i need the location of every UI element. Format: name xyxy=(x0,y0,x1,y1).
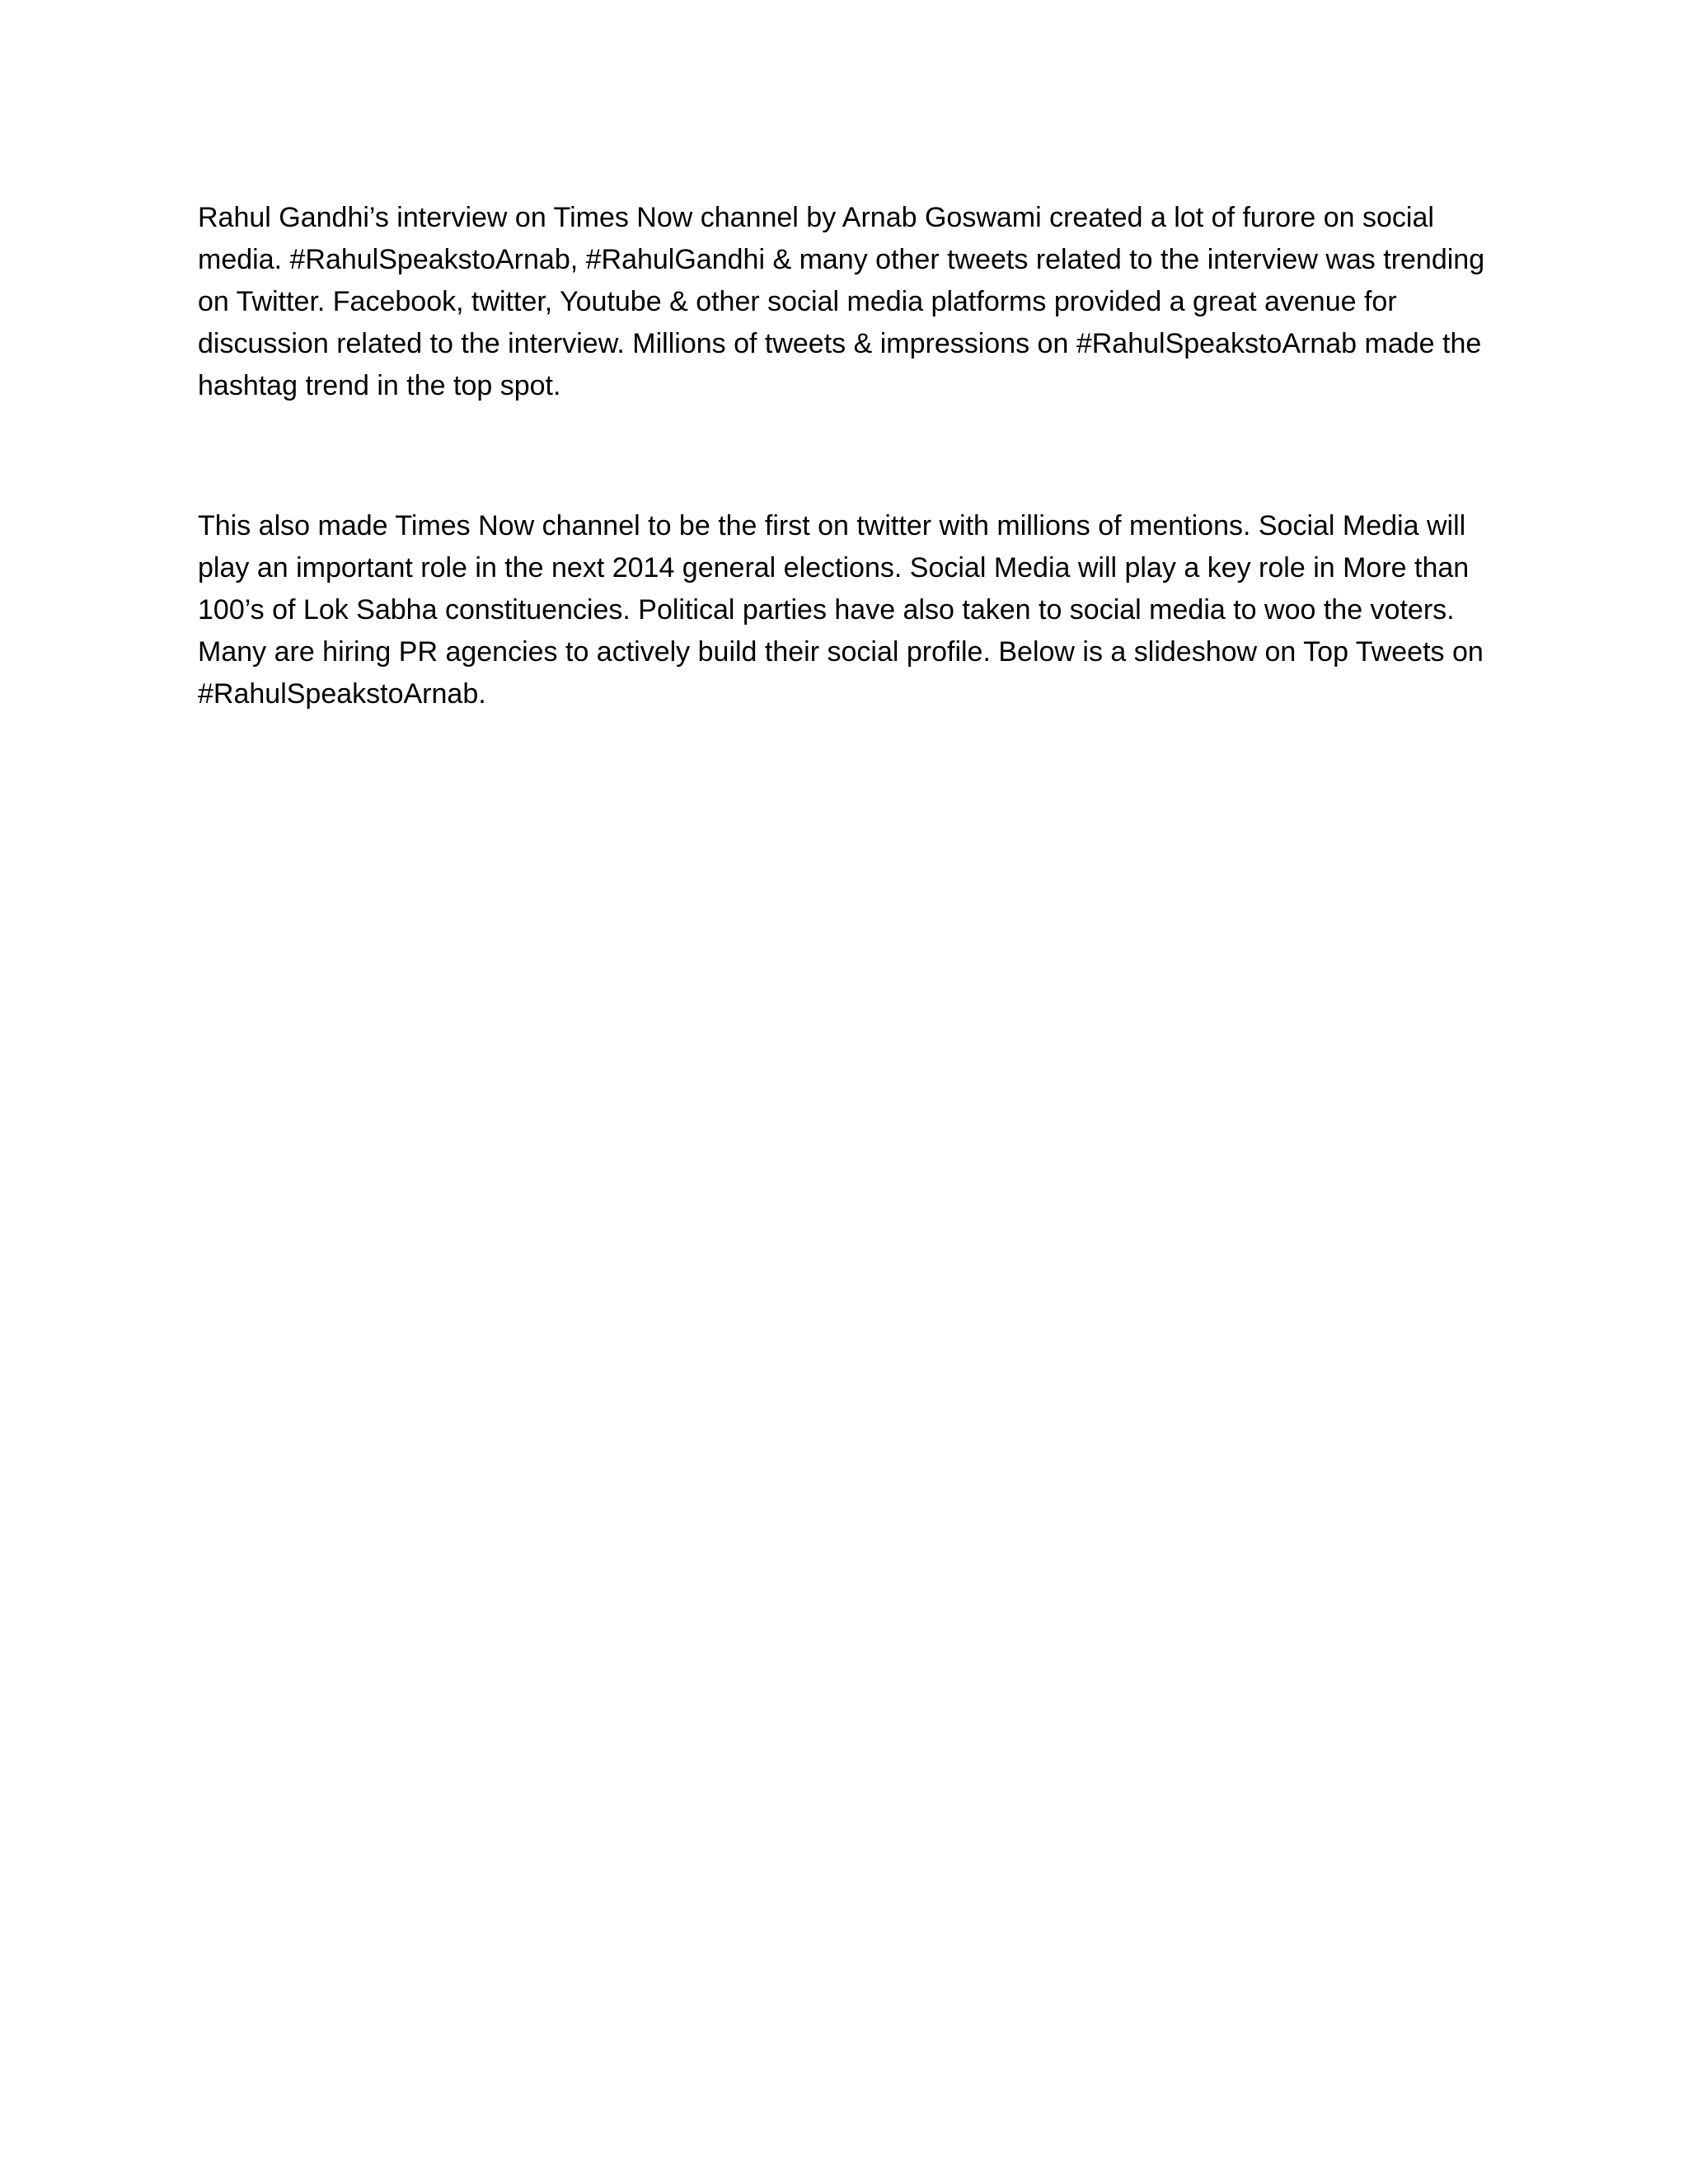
paragraph-line: #RahulSpeakstoArnab. xyxy=(198,678,486,710)
paragraph-line: hashtag trend in the top spot. xyxy=(198,370,561,401)
paragraph-line: play an important role in the next 2014 general elections. Social Media will play a key role in More than xyxy=(198,552,1470,583)
paragraph-line: media. #RahulSpeakstoArnab, #RahulGandhi & many other tweets related to the interview was trending xyxy=(198,244,1485,275)
paragraph-line: Many are hiring PR agencies to actively build their social profile. Below is a slideshow on Top Tweets on xyxy=(198,636,1484,668)
paragraph-line: on Twitter. Facebook, twitter, Youtube & other social media platforms provided a great avenue for xyxy=(198,286,1397,317)
paragraph-line: 100’s of Lok Sabha constituencies. Political parties have also taken to social media to woo the voters. xyxy=(198,594,1455,626)
paragraph-line: Rahul Gandhi’s interview on Times Now channel by Arnab Goswami created a lot of furore on social xyxy=(198,202,1434,233)
paragraph-2 xyxy=(198,505,1484,715)
paragraph-line: This also made Times Now channel to be the first on twitter with millions of mentions. Social Media will xyxy=(198,510,1466,541)
paragraph-1 xyxy=(198,197,1484,407)
paragraph-line: discussion related to the interview. Millions of tweets & impressions on #RahulSpeakstoArnab made the xyxy=(198,328,1482,359)
